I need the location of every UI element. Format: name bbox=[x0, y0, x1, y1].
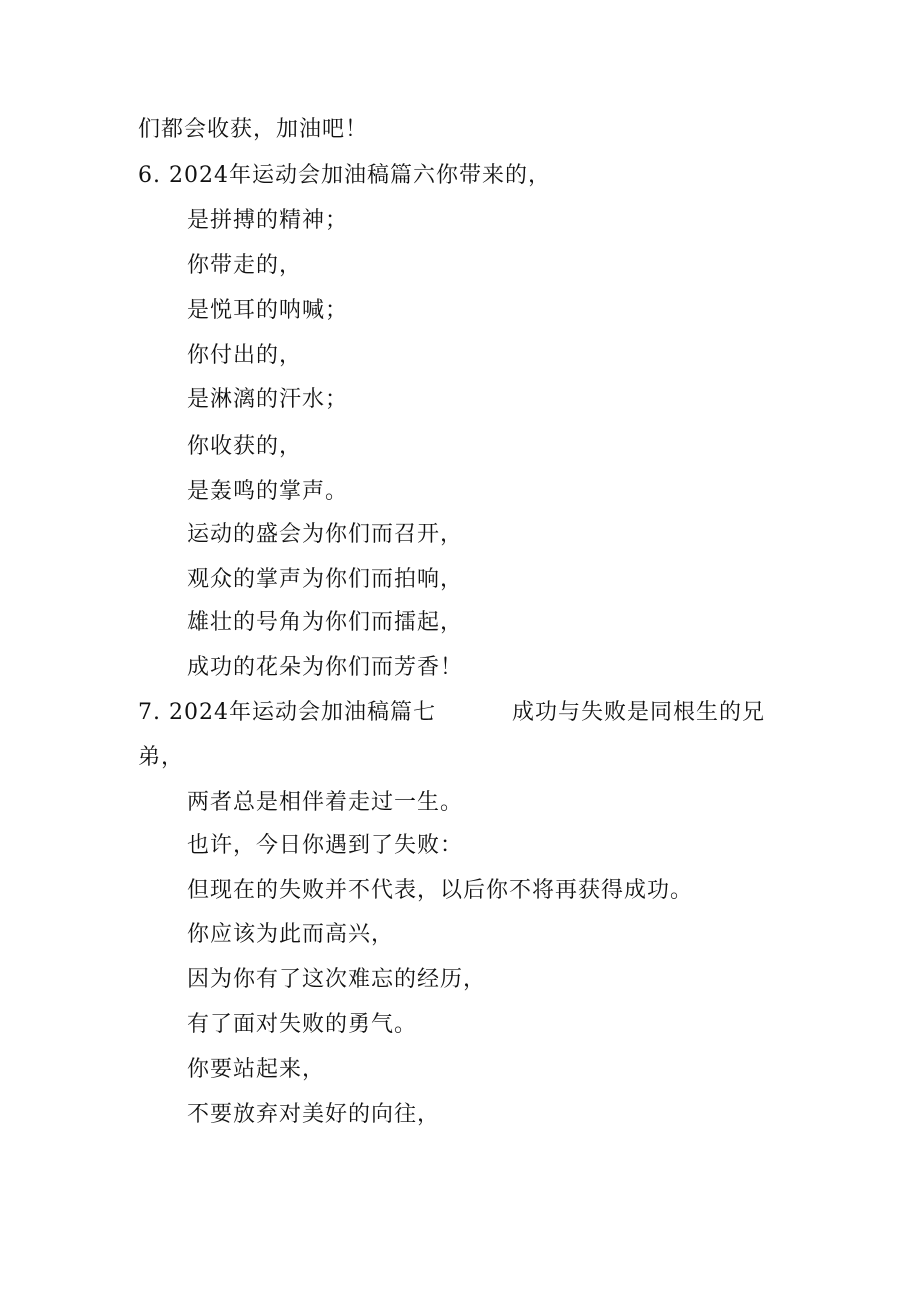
section-6-line-2: 你带走的， bbox=[187, 253, 303, 278]
section-7-line-1: 两者总是相伴着走过一生。 bbox=[187, 790, 464, 815]
section-6-line-4: 你付出的， bbox=[187, 343, 303, 368]
section-6-line-11: 成功的花朵为你们而芳香！ bbox=[187, 655, 464, 680]
section-7-line-3: 但现在的失败并不代表，以后你不将再获得成功。 bbox=[187, 878, 694, 903]
section-6-line-6: 你收获的， bbox=[187, 434, 303, 459]
section-6-line-5: 是淋漓的汗水； bbox=[187, 387, 349, 412]
section-7-line-5: 因为你有了这次难忘的经历， bbox=[187, 967, 487, 992]
section-7-heading-continuation: 弟， bbox=[138, 745, 185, 770]
section-7-heading bbox=[138, 698, 765, 728]
section-6-line-10: 雄壮的号角为你们而擂起， bbox=[187, 610, 464, 635]
section-7-heading-title: 7. 2024年运动会加油稿篇七 bbox=[138, 700, 436, 725]
section-6-line-9: 观众的掌声为你们而拍响， bbox=[187, 567, 464, 592]
section-7-heading-text: 成功与失败是同根生的兄 bbox=[511, 700, 765, 725]
section-7-line-2: 也许，今日你遇到了失败： bbox=[187, 833, 464, 858]
opening-line: 们都会收获，加油吧！ bbox=[138, 117, 369, 142]
section-6-line-7: 是轰鸣的掌声。 bbox=[187, 479, 349, 504]
section-7-line-7: 你要站起来， bbox=[187, 1057, 326, 1082]
section-6-line-8: 运动的盛会为你们而召开， bbox=[187, 522, 464, 547]
section-7-line-8: 不要放弃对美好的向往， bbox=[187, 1102, 441, 1127]
section-6-line-3: 是悦耳的呐喊； bbox=[187, 298, 349, 323]
section-7-line-4: 你应该为此而高兴， bbox=[187, 922, 395, 947]
section-6-heading: 6. 2024年运动会加油稿篇六你带来的， bbox=[138, 163, 551, 188]
section-7-line-6: 有了面对失败的勇气。 bbox=[187, 1012, 418, 1037]
section-6-line-1: 是拼搏的精神； bbox=[187, 208, 349, 233]
